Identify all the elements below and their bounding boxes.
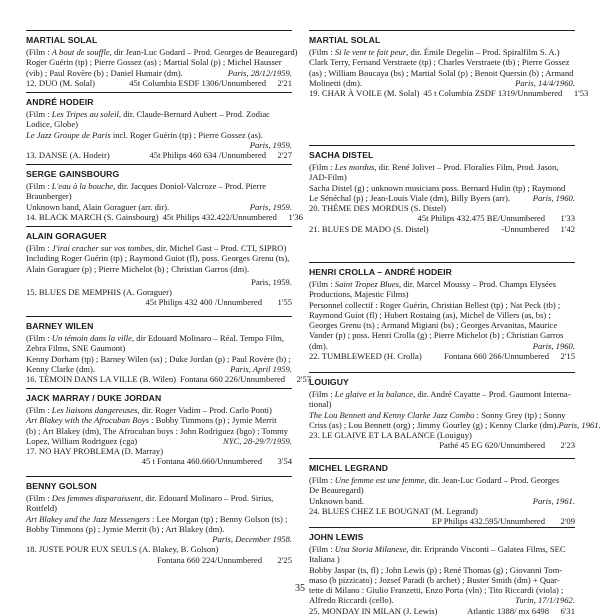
track-duration: 2'23 [560,440,575,451]
track-row [26,374,312,385]
track-record [309,213,575,223]
film-credit: (Film : Des femmes disparaissent, dir. Edouard Molinaro – Prod. Sirius, [26,493,274,503]
place-date: Paris, December 1958. [212,534,292,545]
entry-title: SERGE GAINSBOURG [26,169,120,179]
film-credit: (Film : Les liaisons dangereuses, dir. Roger Vadim – Prod. Carlo Ponti) [26,405,272,415]
track-title: 15. BLUES DE MEMPHIS (A. Goraguer) [26,287,172,298]
film-credit: (Film : A bout de souffle, dir Jean-Luc Godard – Prod. Georges de Beauregard) [26,47,298,57]
entry-louiguy [309,377,601,451]
track-label: Atlantic 1388/ mx 6498 [467,605,549,616]
track-duration: 6'31 [560,605,575,616]
personnel-line: Sacha Distel (g) ; unknown musicians poss. Bernard Hulin (tp) ; Raymond [309,182,566,193]
track-record [26,297,292,307]
track-duration: 2'09 [560,516,575,527]
film-credit: (Film : Le glaive et la balance, dir. André Cayatte – Prod. Gaumont Interna- [309,389,571,399]
section-divider [26,92,292,93]
entry-title: SACHA DISTEL [309,150,374,160]
track-duration: 1'36 [288,211,303,222]
entry-body [309,475,575,526]
entry-title: HENRI CROLLA – ANDRÉ HODEIR [309,267,452,277]
track-title: 16. TÉMOIN DANS LA VILLE (B. Wilen) [26,374,177,385]
section-divider [26,316,292,317]
personnel-line: The Lou Bennett and Kenny Clarke Jazz Combo : Sonny Grey (tp) ; Sonny [309,409,566,420]
entry-andre-hodeir [26,97,292,160]
track-duration: 2'15 [560,351,575,362]
place-date: Paris, 1961. [558,419,601,430]
section-divider [26,226,292,227]
place-date: Paris, 1959. [251,276,292,287]
section-divider [26,476,292,477]
place-date: Paris, 1959. [249,139,292,150]
film-credit: (Film : J'irai cracher sur vos tombes, dir. Michel Gast – Prod. CTI, SIPRO) [26,243,287,253]
entry-alain-goraguer [26,231,292,308]
personnel-line: Molinetti (dm). Paris, 14/4/1960. [309,77,575,88]
track-duration: 3'54 [277,456,292,467]
film-credit: (Film : Si le vent te fait peur, dir. Émile Degelin – Prod. Spiralfilm S. A.) [309,47,560,57]
track-title: 24. BLUES CHEZ LE BOUGNAT (M. Legrand) [309,505,478,516]
entry-henri-crolla-andre-hodeir [309,267,575,361]
track-title: 19. CHAR À VOILE (M. Solal) [309,88,420,99]
film-credit: (Film : Saint Tropez Blues, dir. Marcel Moussy – Prod. Champs Elysées [309,279,556,289]
personnel-line: Zebra Films, SNE Gaumont) [26,343,126,354]
personnel-line: Unknown band, Alain Goraguer (arr. dir). Paris, 1959. [26,201,292,212]
track-row [26,150,292,160]
date-row [26,534,292,544]
track-duration: 2'21 [277,77,292,88]
track-label: 45t Philips 432 400 /Unnumbered [145,297,262,308]
track-duration: 1'53 [573,88,589,99]
personnel-line: Bobby Timmons (p) ; Jymie Merrit (b) ; Art Blakey (dm). [26,523,225,534]
entry-body [26,109,292,160]
film-credit: (Film : Una Storia Milanese, dir. Eriprando Visconti – Galatea Films, SEC [309,544,566,554]
entry-michel-legrand [309,463,575,526]
personnel-line: Raymond Guiot (fl) ; Hubert Rostaing (as), Michel de Villers (as, bs) ; [309,309,551,320]
personnel-line: (vib) ; Paul Rovère (b) ; Daniel Humair (dm). Paris, 28/12/1959. [26,67,292,78]
track-title: 17. NO HAY PROBLEMA (D. Marray) [26,446,164,457]
entry-sacha-distel [309,150,575,234]
film-credit: (Film : L'eau à la bouche, dir. Jacques Doniol-Valcroze – Prod. Pierre [26,181,267,191]
track-label: 45t Philips 432.475 BE/Unnumbered [417,213,545,224]
track-duration: 1'33 [560,213,575,224]
entry-martial-solal-2 [309,35,589,99]
entry-title: JACK MARRAY / DUKE JORDAN [26,393,162,403]
personnel-line: Clark Terry, Fernand Verstraete (tp) ; Charles Verstraete (tb) ; Pierre Gossez [309,57,570,68]
entry-title: ANDRÉ HODEIR [26,97,94,107]
track-row [309,351,575,361]
place-date: Paris, 1960. [532,192,575,203]
track-label: 45t Columbia ESDF 1306/Unnumbered [129,77,266,88]
entry-title: LOUIGUY [309,377,349,387]
entry-title: ALAIN GORAGUER [26,231,107,241]
film-credit: (Film : Les mordus, dir. René Jolivet – Prod. Floralies Film, Prod. Jason, [309,162,559,172]
personnel-line: Unknown band. Paris, 1961. [309,495,575,506]
track-title: 20. THÈME DES MORDUS (S. Distel) [309,203,447,214]
place-date: Paris, 1961. [532,495,575,506]
track-record [26,456,292,466]
track-record [309,516,575,526]
track-title: 18. JUSTE POUR EUX SEULS (A. Blakey, B. Golson) [26,544,219,555]
personnel-line: maso (b pizzicato) ; Jozsef Paradi (b archet) ; Buster Smith (dm) + Quar- [309,574,560,585]
track-row [26,78,292,88]
place-date: Turin, 17/1/1962. [515,595,575,606]
personnel-line: Alain Goraguer (p) ; Pierre Michelot (b) ; Christian Garros (dm). [26,263,250,274]
track-duration: 1'42 [560,223,575,234]
personnel-line: Bobby Jaspar (ts, fl) ; John Lewis (p) ; René Thomas (g) ; Giovanni Tom- [309,564,563,575]
entry-body [26,493,292,565]
track-title: 23. LE GLAIVE ET LA BALANCE (Louiguy) [309,430,472,441]
section-divider [26,30,292,31]
place-date: Paris, 28/12/1959. [227,67,292,78]
personnel-line: Le Sénéchal (p) ; Jean-Louis Viale (dm), Billy Byers (arr). Paris, 1960. [309,192,575,203]
entry-title: MARTIAL SOLAL [309,35,381,45]
track-duration: 2'27 [277,150,292,161]
entry-title: BENNY GOLSON [26,481,97,491]
entry-john-lewis [309,532,575,616]
track-label: 45 t Fontana 460.660/Unnumbered [141,456,262,467]
track-row [26,211,303,222]
entry-jack-marray-duke-jordan [26,393,292,467]
entry-body [26,181,303,222]
track-title: 14. BLACK MARCH (S. Gainsbourg) [26,211,159,222]
personnel-line: tette di Milano : Giulio Franzetti, Enzo Porta (vln) ; Tito Riccardi (viola) ; [309,585,564,596]
personnel-line: Alfredo Riccardi (cello). Turin, 17/1/1962. [309,595,575,606]
personnel-line: Vander (p) ; poss. Henri Crolla (g) ; Pierre Michelot (b) ; Christian Garros [309,330,564,341]
personnel-line: tional) [309,399,332,410]
track-duration: 1'55 [277,297,292,308]
track-record [26,555,292,565]
section-divider [309,262,575,263]
entry-body [26,405,292,467]
personnel-line: JAD-Film) [309,172,347,183]
track-title: 25. MONDAY IN MILAN (J. Lewis) [309,605,438,616]
personnel-line: Roitfeld) [26,503,58,514]
track-label: 45t Philips 460 634 /Unnumbered [149,150,266,161]
track-label: EP Philips 432.595/Unnumbered [431,516,545,527]
entry-body [309,389,601,451]
personnel-line: Braunberger) [26,191,72,202]
personnel-line: Le Jazz Groupe de Paris incl. Roger Guérin (tp) ; Pierre Gossez (as). [26,129,263,140]
entry-body [309,544,575,616]
entry-body [26,47,298,88]
personnel-line: Art Blakey and the Jazz Messengers : Lee Morgan (tp) ; Benny Golson (ts) ; [26,513,288,524]
personnel-line: Kenny Dorham (tp) ; Barney Wilen (ss) ; Duke Jordan (p) ; Paul Rovère (b) ; [26,353,291,364]
entry-serge-gainsbourg [26,169,303,222]
place-date: NYC, 28-29/7/1959. [223,435,292,446]
entry-title: MICHEL LEGRAND [309,463,389,473]
track-row [309,224,575,234]
personnel-line: Personnel collectif : Roger Guérin, Christian Bellest (tp) ; Nat Peck (tb) ; [309,299,561,310]
entry-barney-wilen [26,321,312,385]
track-label: 45t Philips 432.422/Unnumbered [162,211,277,222]
track-record [309,440,575,450]
personnel-line: Art Blakey with the Afrocuban Boys : Bobby Timmons (p) ; Jymie Merrit [26,415,277,426]
entry-body [26,333,312,385]
track-title: 12. DUO (M. Solal) [26,77,95,88]
section-divider [26,388,292,389]
section-divider [309,458,575,459]
track-label: Fontana 660 266/Unnumbered [443,351,549,362]
track-row [309,88,589,99]
track-label: 45 t Columbia ZSDF 1319/Unnumbered [423,88,563,99]
entry-benny-golson [26,481,292,565]
track-label: Fontana 660 226/Unnumbered [180,374,286,385]
entry-martial-solal-1 [26,35,298,88]
track-label: Fontana 660 224/Unnumbered [156,554,262,565]
film-credit: (Film : Les Tripes au soleil, dir. Claude-Bernard Aubert – Prod. Zodiac [26,109,270,119]
personnel-line: Lopez, William Rodriguez (cga) NYC, 28-29/7/1959. [26,435,292,446]
personnel-line: Lodice, Globe) [26,119,79,130]
personnel-line: Productions, Majestic Films) [309,289,409,300]
section-divider [309,145,575,146]
entry-body [26,243,292,308]
section-divider [26,164,292,165]
place-date: Paris, 1959. [249,201,292,212]
track-duration: 2'25 [277,554,292,565]
track-duration: 2'57 [296,374,312,385]
entry-title: MARTIAL SOLAL [26,35,98,45]
personnel-line: Georges Grenu (ts) ; Armand Migiani (bs) ; Georges Arvanitas, Maurice [309,320,558,331]
personnel-line: Italiana ) [309,554,340,565]
personnel-line: De Beauregard) [309,485,364,496]
personnel-line: Criss (as) ; Lou Bennett (org) ; Jimmy Gourley (g) ; Kenny Clarke (dm). Paris, 1961. [309,419,601,430]
track-title: 13. DANSE (A. Hodeir) [26,150,110,161]
track-title: 21. BLUES DE MADO (S. Distel) [309,223,429,234]
place-date: Paris, April 1959. [230,363,292,374]
personnel-line: (b) ; Art Blakey (dm), The Afrocuban boys : John Rodriguez (bgo) ; Tommy [26,425,289,436]
section-divider [309,527,575,528]
entry-title: BARNEY WILEN [26,321,94,331]
personnel-line: Roger Guérin (tp) ; Pierre Gossez (as) ; Martial Solal (p) ; Michel Hausser [26,57,282,68]
entry-body [309,47,589,99]
track-title: 22. TUMBLEWEED (H. Crolla) [309,351,422,362]
track-label: -Unnumbered [501,223,549,234]
entry-body [309,162,575,234]
section-divider [309,30,575,31]
personnel-line: Including Roger Guérin (tp) ; Raymond Guiot (fl), poss. Georges Grenu (ts), [26,253,290,264]
personnel-line: Kenny Clarke (dm). Paris, April 1959. [26,363,292,374]
personnel-line: (as) ; William Boucaya (bs) ; Martial Solal (p) ; Benoit Quersin (b) ; Armand [309,67,574,78]
track-label: Pathé 45 EG 620/Unnumbered [439,440,545,451]
date-row [26,140,292,150]
place-date: Paris, 1960. [532,340,575,351]
personnel-line: (dm). Paris, 1960. [309,340,575,351]
date-row [26,277,292,287]
page-number: 35 [295,583,305,594]
entry-title: JOHN LEWIS [309,532,364,542]
film-credit: (Film : Une femme est une femme, dir. Jean-Luc Godard – Prod. Georges [309,475,560,485]
section-divider [309,372,575,373]
film-credit: (Film : Un témoin dans la ville, dir Edouard Molinaro – Réal. Tempo Film, [26,333,284,343]
place-date: Paris, 14/4/1960. [515,77,575,88]
track-row [309,606,575,616]
entry-body [309,279,575,361]
